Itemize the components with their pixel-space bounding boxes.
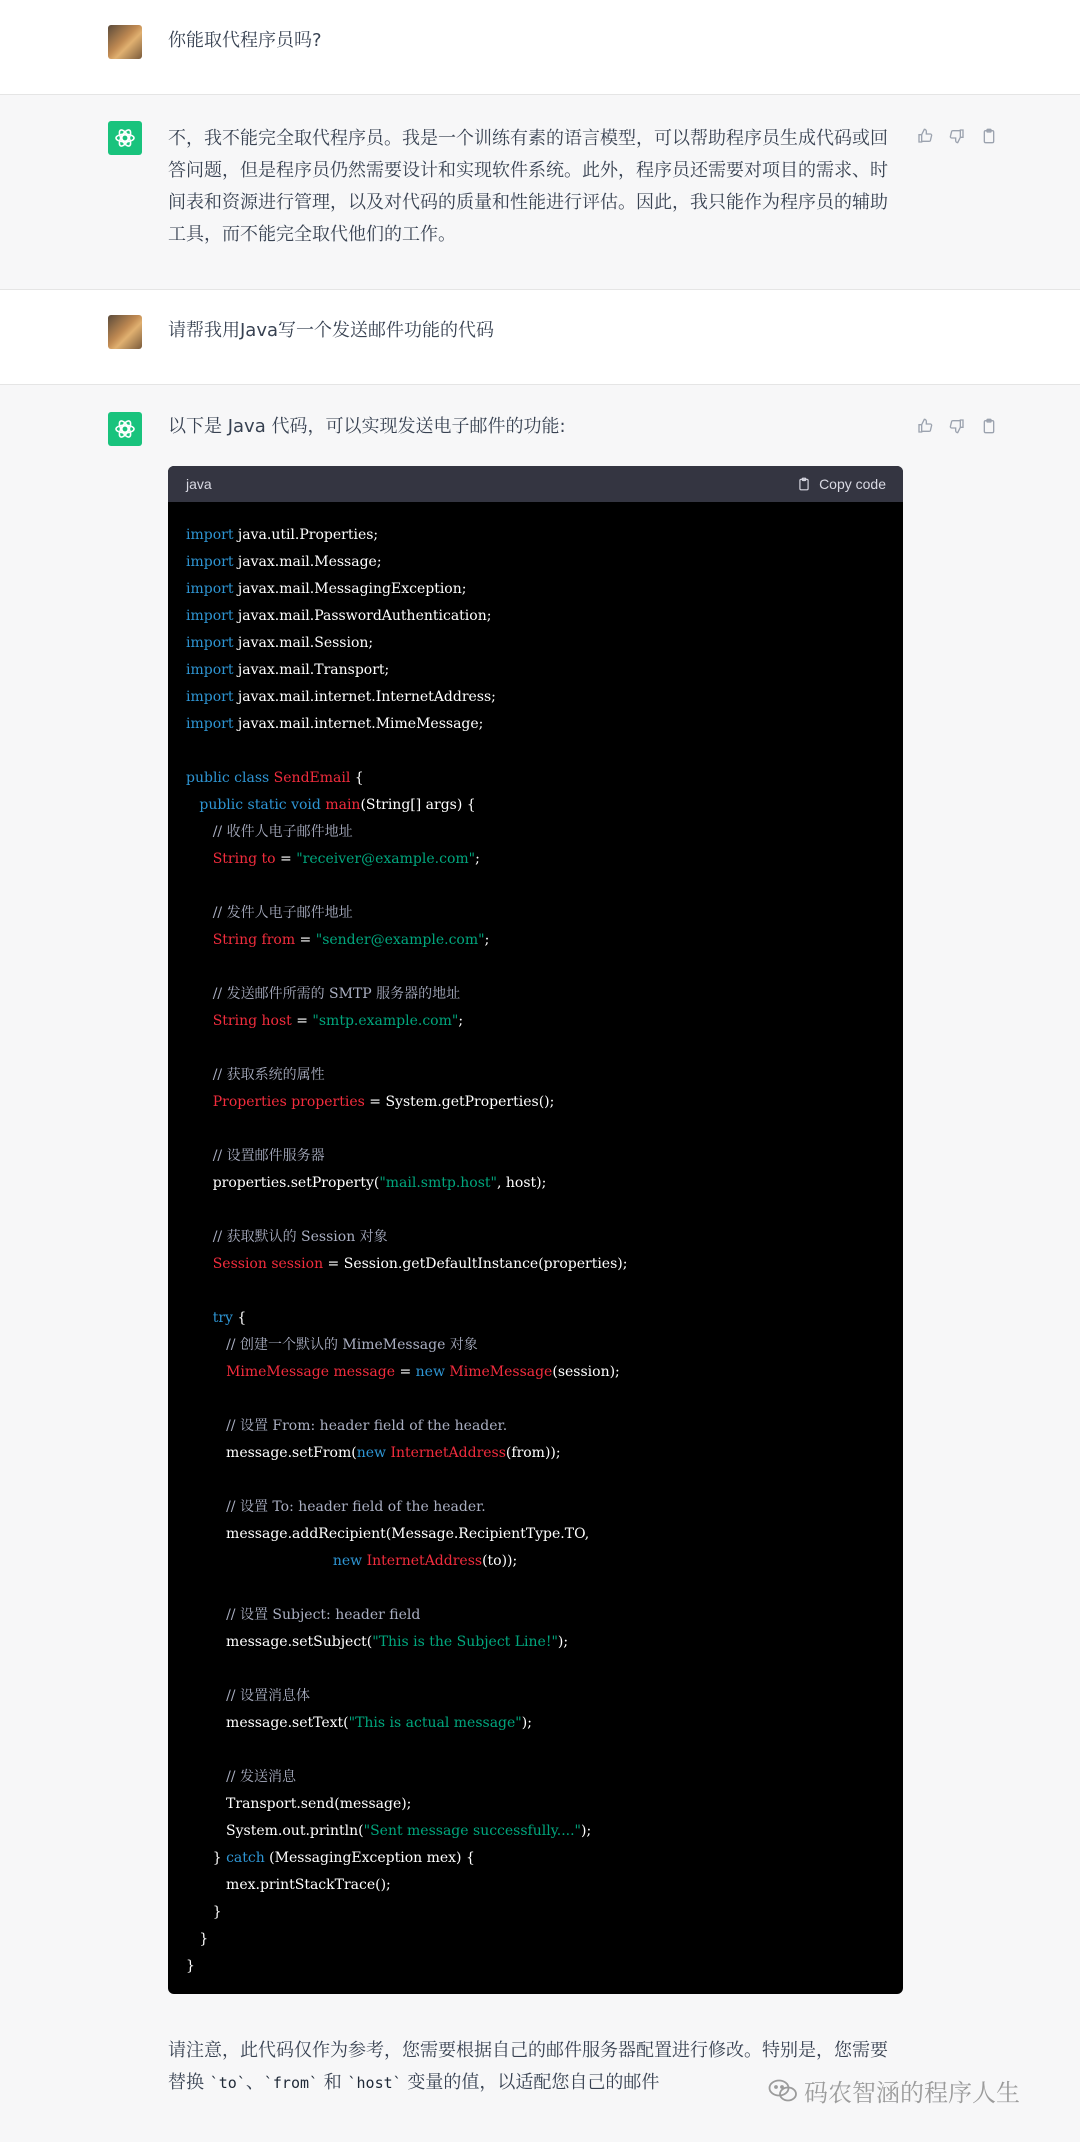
code-line [186, 1818, 885, 1845]
code-token: // 发件人电子邮件地址 [212, 905, 353, 921]
code-token: { [232, 1310, 247, 1326]
code-token: import [186, 608, 234, 624]
code-line [186, 711, 885, 738]
code-token: "sender@example.com" [315, 932, 485, 948]
code-token: (from)); [505, 1445, 561, 1461]
code-token: SendEmail [273, 770, 351, 786]
thumbs-down-button[interactable] [948, 127, 966, 145]
code-token: "mail.smtp.host" [379, 1175, 497, 1191]
code-token: main [325, 797, 361, 813]
code-token: String host [212, 1013, 292, 1029]
user-message-text: 你能取代程序员吗? [168, 30, 322, 51]
code-line [186, 1764, 885, 1791]
code-token: = [295, 932, 316, 948]
code-token [186, 1229, 213, 1245]
code-token [186, 1148, 213, 1164]
thumbs-up-icon [917, 128, 933, 144]
code-token: = [275, 851, 297, 867]
code-token [186, 1310, 213, 1326]
code-token: (to)); [482, 1553, 518, 1569]
code-token: // 设置 Subject: header field [226, 1607, 421, 1623]
thumbs-up-button[interactable] [916, 127, 934, 145]
code-token [186, 986, 213, 1002]
code-line [186, 1305, 885, 1332]
code-token: new [415, 1364, 450, 1380]
code-line [186, 1710, 885, 1737]
code-token [186, 1688, 226, 1704]
code-token: // 设置邮件服务器 [212, 1148, 325, 1164]
code-line [186, 684, 885, 711]
code-token: import [186, 581, 234, 597]
code-token: "This is actual message" [348, 1715, 522, 1731]
code-token: javax.mail.PasswordAuthentication; [233, 608, 492, 624]
code-token: MimeMessage message [226, 1364, 395, 1380]
code-token: String from [212, 932, 296, 948]
code-token: = [291, 1013, 313, 1029]
code-token: // 创建一个默认的 MimeMessage 对象 [226, 1337, 478, 1353]
copy-message-button[interactable] [980, 127, 998, 145]
thumbs-down-icon [949, 128, 965, 144]
code-token: javax.mail.Message; [233, 554, 382, 570]
code-token: // 设置消息体 [226, 1688, 310, 1704]
code-line [186, 1629, 885, 1656]
code-token: // 获取默认的 Session 对象 [212, 1229, 388, 1245]
code-token [186, 1094, 213, 1110]
code-token [186, 1553, 333, 1569]
thumbs-down-button[interactable] [948, 417, 966, 435]
assistant-avatar [108, 412, 142, 446]
user-message-text: 请帮我用Java写一个发送邮件功能的代码 [168, 320, 495, 341]
code-token: { [350, 770, 364, 786]
code-line [186, 576, 885, 603]
code-token: properties.setProperty( [186, 1175, 380, 1191]
code-token: java.util.Properties; [233, 527, 379, 543]
code-line [186, 1413, 885, 1440]
code-token: new [356, 1445, 391, 1461]
code-line [186, 1224, 885, 1251]
code-token [186, 905, 213, 921]
code-token: mex.printStackTrace(); [186, 1877, 391, 1893]
code-token: // 获取系统的属性 [212, 1067, 325, 1083]
code-token: = [395, 1364, 416, 1380]
code-token: } [186, 1931, 209, 1947]
code-token: "This is the Subject Line!" [372, 1634, 558, 1650]
user-message-row [0, 0, 1080, 95]
copy-code-button[interactable] [797, 476, 886, 492]
assistant-intro-text: 以下是 Java 代码，可以实现发送电子邮件的功能: [168, 416, 566, 437]
code-token: import [186, 554, 234, 570]
watermark [768, 2073, 1020, 2108]
code-line [186, 1359, 885, 1386]
code-token: try [212, 1310, 233, 1326]
code-token: Properties properties [212, 1094, 365, 1110]
copy-code-label: Copy code [819, 476, 886, 492]
code-token: javax.mail.internet.MimeMessage; [233, 716, 484, 732]
note-text-part: 和 [318, 2072, 348, 2093]
assistant-message-text: 不，我不能完全取代程序员。我是一个训练有素的语言模型，可以帮助程序员生成代码或回答问题，但是程序员仍然需要设计和实现软件系统。此外，程序员还需要对项目的需求、时间表和资源进行管理，以及对代码的质量和性能进行评估。因此，我只能作为程序员的辅助工具，而不能完全取代他们的工作。 [168, 128, 888, 245]
thumbs-up-button[interactable] [916, 417, 934, 435]
code-line [186, 1278, 885, 1305]
code-token: System.out.println( [186, 1823, 364, 1839]
inline-code-to: `to` [209, 2074, 246, 2092]
code-token [186, 1769, 226, 1785]
code-token: } [186, 1850, 227, 1866]
code-token [186, 1256, 213, 1272]
code-token: public class [186, 770, 274, 786]
user-avatar [108, 25, 142, 59]
code-token: String to [212, 851, 276, 867]
code-line [186, 630, 885, 657]
code-line [186, 1116, 885, 1143]
code-line [186, 846, 885, 873]
code-token: // 设置 From: header field of the header. [226, 1418, 508, 1434]
code-token: ); [581, 1823, 592, 1839]
code-line [186, 738, 885, 765]
code-line [186, 549, 885, 576]
message-actions [916, 417, 998, 435]
code-token [186, 1499, 226, 1515]
code-line [186, 1548, 885, 1575]
code-token: = System.getProperties(); [364, 1094, 555, 1110]
code-token [186, 797, 199, 813]
code-line [186, 1143, 885, 1170]
code-line [186, 1656, 885, 1683]
code-line [186, 1089, 885, 1116]
code-token: "Sent message successfully...." [363, 1823, 581, 1839]
code-token [186, 932, 213, 948]
user-avatar [108, 315, 142, 349]
code-token: import [186, 689, 234, 705]
note-text-part: 请注意，此代码仅作为参考，您需要根据自己的邮件服务器配置进行修改。特别是，您需要替换 [168, 2040, 888, 2093]
code-line [186, 1899, 885, 1926]
code-token: Transport.send(message); [186, 1796, 412, 1812]
note-text-part: 、 [245, 2072, 264, 2093]
wechat-icon [768, 2078, 798, 2104]
code-token: "receiver@example.com" [296, 851, 476, 867]
code-line [186, 1170, 885, 1197]
thumbs-up-icon [917, 418, 933, 434]
code-token [186, 1067, 213, 1083]
code-token: } [186, 1904, 222, 1920]
code-token: message.setText( [186, 1715, 349, 1731]
code-line [186, 1440, 885, 1467]
code-token: message.setFrom( [186, 1445, 357, 1461]
code-line [186, 1683, 885, 1710]
code-line [186, 657, 885, 684]
code-line [186, 1575, 885, 1602]
code-token: // 发送消息 [226, 1769, 296, 1785]
clipboard-icon [981, 418, 997, 434]
code-token: // 发送邮件所需的 SMTP 服务器的地址 [212, 986, 461, 1002]
code-line [186, 1926, 885, 1953]
code-token [186, 1418, 226, 1434]
code-line [186, 1737, 885, 1764]
code-token [186, 851, 213, 867]
openai-logo-icon [113, 126, 137, 150]
code-line [186, 927, 885, 954]
code-block-header [168, 466, 903, 502]
code-line [186, 1467, 885, 1494]
code-token: javax.mail.MessagingException; [233, 581, 467, 597]
clipboard-icon [797, 476, 811, 492]
assistant-avatar [108, 121, 142, 155]
code-token: ; [475, 851, 480, 867]
code-token: ; [484, 932, 490, 948]
code-line [186, 1872, 885, 1899]
code-token: (String[] args) { [360, 797, 476, 813]
code-language-label: java [186, 476, 212, 492]
code-line [186, 954, 885, 981]
clipboard-icon [981, 128, 997, 144]
code-line [186, 1845, 885, 1872]
code-token: ; [458, 1013, 464, 1029]
code-token [186, 824, 213, 840]
code-token: , host); [497, 1175, 547, 1191]
code-token: javax.mail.Transport; [233, 662, 390, 678]
code-line [186, 1035, 885, 1062]
code-line [186, 1332, 885, 1359]
code-token: javax.mail.Session; [233, 635, 374, 651]
code-token: (MessagingException mex) { [264, 1850, 475, 1866]
note-text-part: 变量的值，以适配您自己的邮件 [401, 2072, 660, 2093]
code-token: import [186, 662, 234, 678]
code-line [186, 1521, 885, 1548]
code-line [186, 1251, 885, 1278]
code-line [186, 1494, 885, 1521]
code-token [186, 1013, 213, 1029]
openai-logo-icon [113, 417, 137, 441]
code-token: ); [521, 1715, 532, 1731]
code-line [186, 1386, 885, 1413]
code-line [186, 900, 885, 927]
code-token: new [332, 1553, 367, 1569]
code-token: MimeMessage [449, 1364, 553, 1380]
code-line [186, 765, 885, 792]
code-token: } [186, 1958, 195, 1974]
code-body [168, 502, 903, 1994]
code-token [186, 1607, 226, 1623]
code-token: (session); [552, 1364, 620, 1380]
code-token: InternetAddress [390, 1445, 506, 1461]
code-token: Session session [212, 1256, 324, 1272]
code-token: javax.mail.internet.InternetAddress; [233, 689, 496, 705]
user-message-row [0, 290, 1080, 385]
code-token: // 设置 To: header field of the header. [226, 1499, 486, 1515]
code-token: InternetAddress [366, 1553, 483, 1569]
code-line [186, 981, 885, 1008]
assistant-message-row [0, 95, 1080, 290]
code-line [186, 1953, 885, 1980]
code-line [186, 603, 885, 630]
code-token [186, 1337, 226, 1353]
code-block [168, 466, 903, 1994]
code-token: message.addRecipient(Message.RecipientType.TO, [186, 1526, 590, 1542]
code-line [186, 1197, 885, 1224]
code-token: message.setSubject( [186, 1634, 373, 1650]
message-actions [916, 127, 998, 145]
code-line [186, 1791, 885, 1818]
code-line [186, 792, 885, 819]
code-token: = Session.getDefaultInstance(properties); [323, 1256, 628, 1272]
code-token: catch [226, 1850, 265, 1866]
code-token [186, 1364, 226, 1380]
code-token: ); [557, 1634, 569, 1650]
code-line [186, 1062, 885, 1089]
code-token: public static void [199, 797, 326, 813]
code-token: // 收件人电子邮件地址 [212, 824, 353, 840]
code-token: import [186, 635, 234, 651]
inline-code-from: `from` [263, 2074, 319, 2092]
code-token: "smtp.example.com" [312, 1013, 459, 1029]
inline-code-host: `host` [347, 2074, 402, 2092]
code-line [186, 873, 885, 900]
code-line [186, 522, 885, 549]
code-line [186, 1602, 885, 1629]
code-line [186, 1008, 885, 1035]
code-token: import [186, 716, 234, 732]
copy-message-button[interactable] [980, 417, 998, 435]
thumbs-down-icon [949, 418, 965, 434]
code-line [186, 819, 885, 846]
watermark-text: 码农智涵的程序人生 [804, 2079, 1020, 2107]
code-token: import [186, 527, 234, 543]
